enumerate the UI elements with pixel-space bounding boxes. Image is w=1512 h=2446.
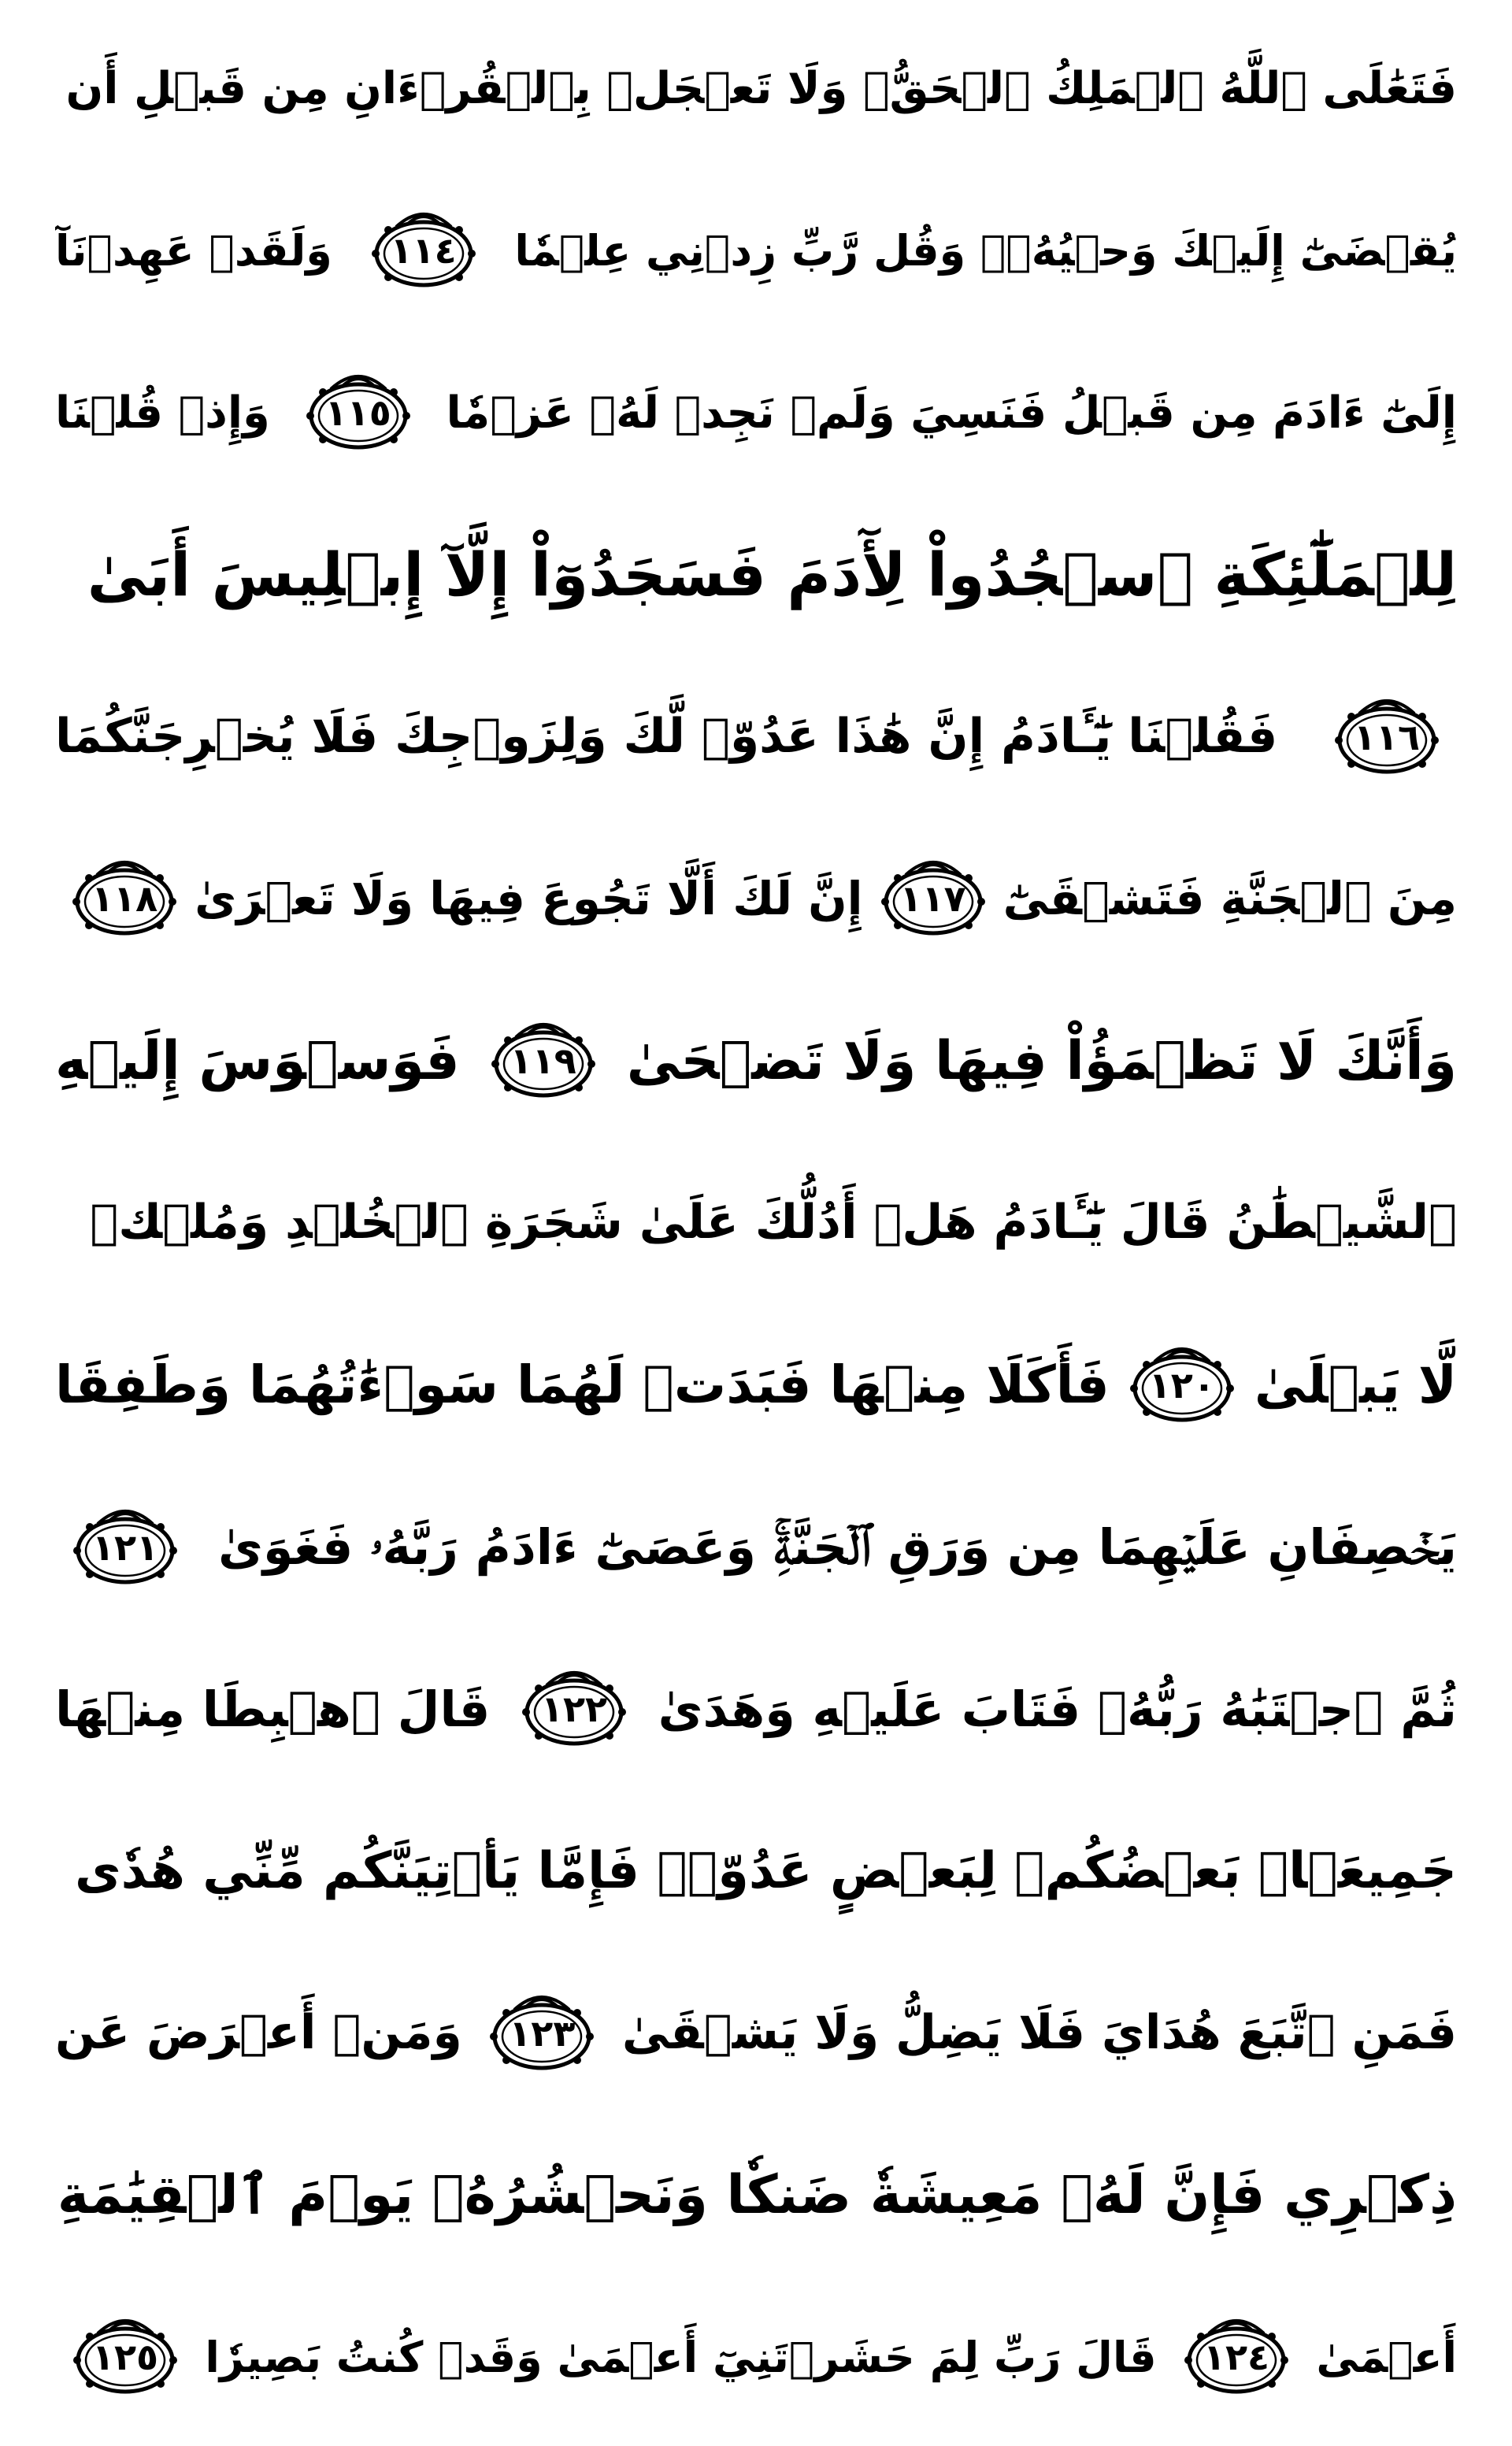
verse-text: فَمَنِ ٱتَّبَعَ هُدَايَ فَلَا يَضِلُّ وَلَا يَشۡقَىٰ	[621, 2005, 1457, 2061]
ayah-number: ١١٥	[324, 391, 391, 435]
verse-line	[55, 1636, 1457, 1782]
verse-line	[55, 1799, 1457, 1944]
verse-text: فَأَكَلَا مِنۡهَا فَبَدَتۡ لَهُمَا سَوۡءَٰتُهُمَا وَطَفِقَا	[55, 1355, 1110, 1416]
ayah-number: ١٢٣	[509, 2011, 576, 2055]
ayah-number-marker	[1328, 690, 1446, 784]
ayah-number: ١٢٥	[91, 2336, 159, 2379]
ayah-number-marker	[1123, 1338, 1241, 1432]
verse-text: يُقۡضَىٰٓ إِلَيۡكَ وَحۡيُهُۥۖ وَقُل رَّبِّ زِدۡنِي عِلۡمٗا	[514, 225, 1457, 276]
ayah-number-marker	[299, 365, 417, 460]
verse-line	[55, 664, 1457, 810]
verse-line	[55, 988, 1457, 1134]
verse-text: ثُمَّ ٱجۡتَبَٰهُ رَبُّهُۥ فَتَابَ عَلَيۡهِ وَهَدَىٰ	[658, 1680, 1457, 1738]
verse-line	[55, 1960, 1457, 2106]
ayah-number-marker	[65, 851, 183, 946]
ayah-number: ١١٤	[390, 229, 457, 272]
verse-text: ٱلشَّيۡطَٰنُ قَالَ يَٰٓـَٔادَمُ هَلۡ أَدُلُّكَ عَلَىٰ شَجَرَةِ ٱلۡخُلۡدِ وَمُلۡكٖ	[90, 1195, 1457, 1251]
ayah-number: ١٢٤	[1203, 2336, 1270, 2379]
verse-text: أَعۡمَىٰ	[1316, 2332, 1457, 2382]
verse-text: وَإِذۡ قُلۡنَا	[55, 387, 270, 439]
ayah-number: ١١٦	[1353, 715, 1421, 758]
verse-text: وَلَقَدۡ عَهِدۡنَآ	[55, 225, 332, 276]
verse-text: مِنَ ٱلۡجَنَّةِ فَتَشۡقَىٰٓ	[1002, 871, 1457, 925]
verse-text: قَالَ رَبِّ لِمَ حَشَرۡتَنِيٓ أَعۡمَىٰ وَقَدۡ كُنتُ بَصِيرٗا	[205, 2332, 1157, 2382]
verse-lines	[55, 16, 1457, 2430]
verse-text: فَتَعَٰلَى ٱللَّهُ ٱلۡمَلِكُ ٱلۡحَقُّۗ وَلَا تَعۡجَلۡ بِٱلۡقُرۡءَانِ مِن قَبۡلِ أَن	[65, 63, 1457, 114]
ayah-number: ١١٧	[899, 877, 966, 921]
verse-text: وَمَنۡ أَعۡرَضَ عَن	[55, 2005, 462, 2061]
ayah-number-marker	[515, 1662, 633, 1756]
verse-line	[55, 1150, 1457, 1295]
verse-text: لِلۡمَلَٰٓئِكَةِ ٱسۡجُدُواْ لِأٓدَمَ فَسَجَدُوٓاْ إِلَّآ إِبۡلِيسَ أَبَىٰ	[87, 539, 1457, 610]
verse-text: فَوَسۡوَسَ إِلَيۡهِ	[55, 1029, 460, 1092]
verse-text: لَّا يَبۡلَىٰ	[1254, 1355, 1457, 1416]
ayah-number-marker	[483, 1986, 601, 2081]
verse-text: إِلَىٰٓ ءَادَمَ مِن قَبۡلُ فَنَسِيَ وَلَمۡ نَجِدۡ لَهُۥ عَزۡمٗا	[446, 387, 1457, 439]
ayah-number-marker	[1177, 2310, 1295, 2404]
ayah-number-marker	[365, 203, 483, 298]
ayah-number: ١١٩	[510, 1040, 576, 1083]
verse-line	[55, 178, 1457, 324]
ayah-number: ١٢٢	[540, 1688, 608, 1731]
verse-text: جَمِيعَۢاۖ بَعۡضُكُمۡ لِبَعۡضٍ عَدُوّٞۖ فَإِمَّا يَأۡتِيَنَّكُم مِّنِّي هُدٗى	[74, 1841, 1457, 1900]
ayah-number-marker	[484, 1014, 602, 1108]
verse-line	[55, 16, 1457, 161]
ayah-number-marker	[66, 1500, 184, 1595]
verse-line	[55, 1474, 1457, 1620]
verse-text: وَأَنَّكَ لَا تَظۡمَؤُاْ فِيهَا وَلَا تَضۡحَىٰ	[626, 1029, 1457, 1092]
verse-line	[55, 2285, 1457, 2430]
verse-text: ذِكۡرِي فَإِنَّ لَهُۥ مَعِيشَةٗ ضَنكٗا وَنَحۡشُرُهُۥ يَوۡمَ ٱلۡقِيَٰمَةِ	[57, 2164, 1457, 2227]
verse-line	[55, 340, 1457, 486]
verse-text: إِنَّ لَكَ أَلَّا تَجُوعَ فِيهَا وَلَا تَعۡرَىٰ	[195, 871, 863, 925]
ayah-number-marker	[874, 851, 992, 946]
verse-text: فَقُلۡنَا يَٰٓـَٔادَمُ إِنَّ هَٰذَا عَدُوّٞ لَّكَ وَلِزَوۡجِكَ فَلَا يُخۡرِجَنَّكُمَا	[55, 709, 1278, 765]
verse-line	[55, 502, 1457, 647]
ayah-number: ١٢١	[91, 1525, 159, 1569]
ayah-number-marker	[66, 2310, 184, 2404]
verse-line	[55, 826, 1457, 972]
verse-text: قَالَ ٱهۡبِطَا مِنۡهَا	[55, 1680, 491, 1738]
verse-text: يَخۡصِفَانِ عَلَيۡهِمَا مِن وَرَقِ ٱلۡجَنَّةِۚ وَعَصَىٰٓ ءَادَمُ رَبَّهُۥ فَغَوَىٰ	[218, 1518, 1457, 1577]
verse-line	[55, 2122, 1457, 2268]
verse-line	[55, 1312, 1457, 1458]
ayah-number: ١١٨	[91, 877, 158, 921]
ayah-number: ١٢٠	[1148, 1363, 1215, 1406]
